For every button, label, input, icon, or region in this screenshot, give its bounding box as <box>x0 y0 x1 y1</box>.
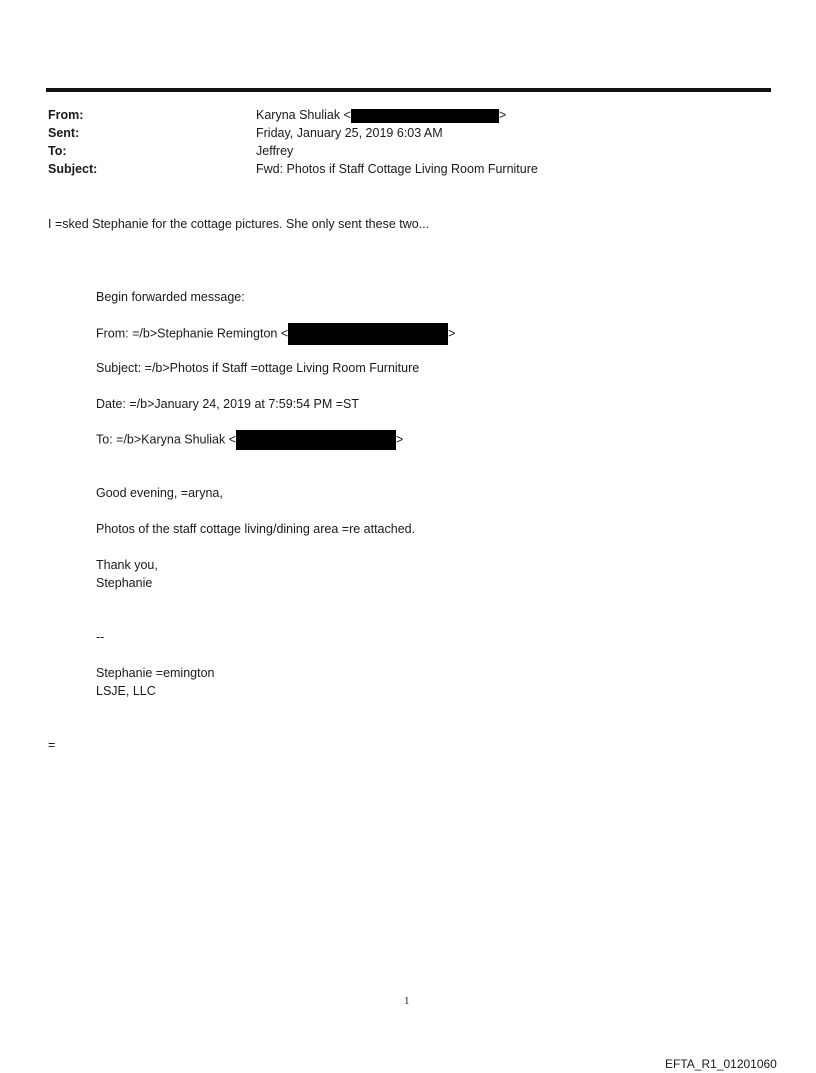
sent-value: Friday, January 25, 2019 6:03 AM <box>256 126 443 140</box>
redaction-box <box>236 430 396 450</box>
signature-company: LSJE, LLC <box>96 684 156 698</box>
forward-to-close: > <box>396 432 404 447</box>
forward-to-text: To: =/b>Karyna Shuliak < <box>96 432 237 447</box>
thanks: Thank you, <box>96 558 158 572</box>
forward-from <box>96 323 455 345</box>
redaction-box <box>288 323 448 345</box>
sent-label: Sent: <box>48 126 80 140</box>
redaction-box <box>351 109 499 123</box>
from-name: Karyna Shuliak < <box>256 108 351 122</box>
message-text: Photos of the staff cottage living/dining area =re attached. <box>96 522 416 536</box>
signature-dashes: -- <box>96 630 105 644</box>
to-value: Jeffrey <box>256 144 294 158</box>
from-close: > <box>498 108 507 122</box>
subject-row <box>48 162 748 180</box>
sent-row <box>48 126 748 144</box>
trailing-char: = <box>48 738 56 752</box>
forward-subject: Subject: =/b>Photos if Staff =ottage Living Room Furniture <box>96 361 420 375</box>
signature-short: Stephanie <box>96 576 153 590</box>
to-row <box>48 144 748 162</box>
forward-from-text: From: =/b>Stephanie Remington < <box>96 326 289 341</box>
page-number: 1 <box>404 995 410 1007</box>
forward-to <box>96 430 403 450</box>
from-row <box>48 108 748 126</box>
intro-text: I =sked Stephanie for the cottage pictures. She only sent these two... <box>48 217 430 231</box>
subject-value: Fwd: Photos if Staff Cottage Living Room Furniture <box>256 162 538 176</box>
greeting: Good evening, =aryna, <box>96 486 223 500</box>
from-label: From: <box>48 108 84 122</box>
signature-name: Stephanie =emington <box>96 666 215 680</box>
to-label: To: <box>48 144 67 158</box>
header-rule <box>46 88 771 92</box>
forward-from-close: > <box>448 326 456 341</box>
from-value <box>256 108 506 123</box>
forward-begin: Begin forwarded message: <box>96 290 245 304</box>
forward-date: Date: =/b>January 24, 2019 at 7:59:54 PM =ST <box>96 397 360 411</box>
subject-label: Subject: <box>48 162 98 176</box>
bates-number: EFTA_R1_01201060 <box>665 1057 777 1071</box>
